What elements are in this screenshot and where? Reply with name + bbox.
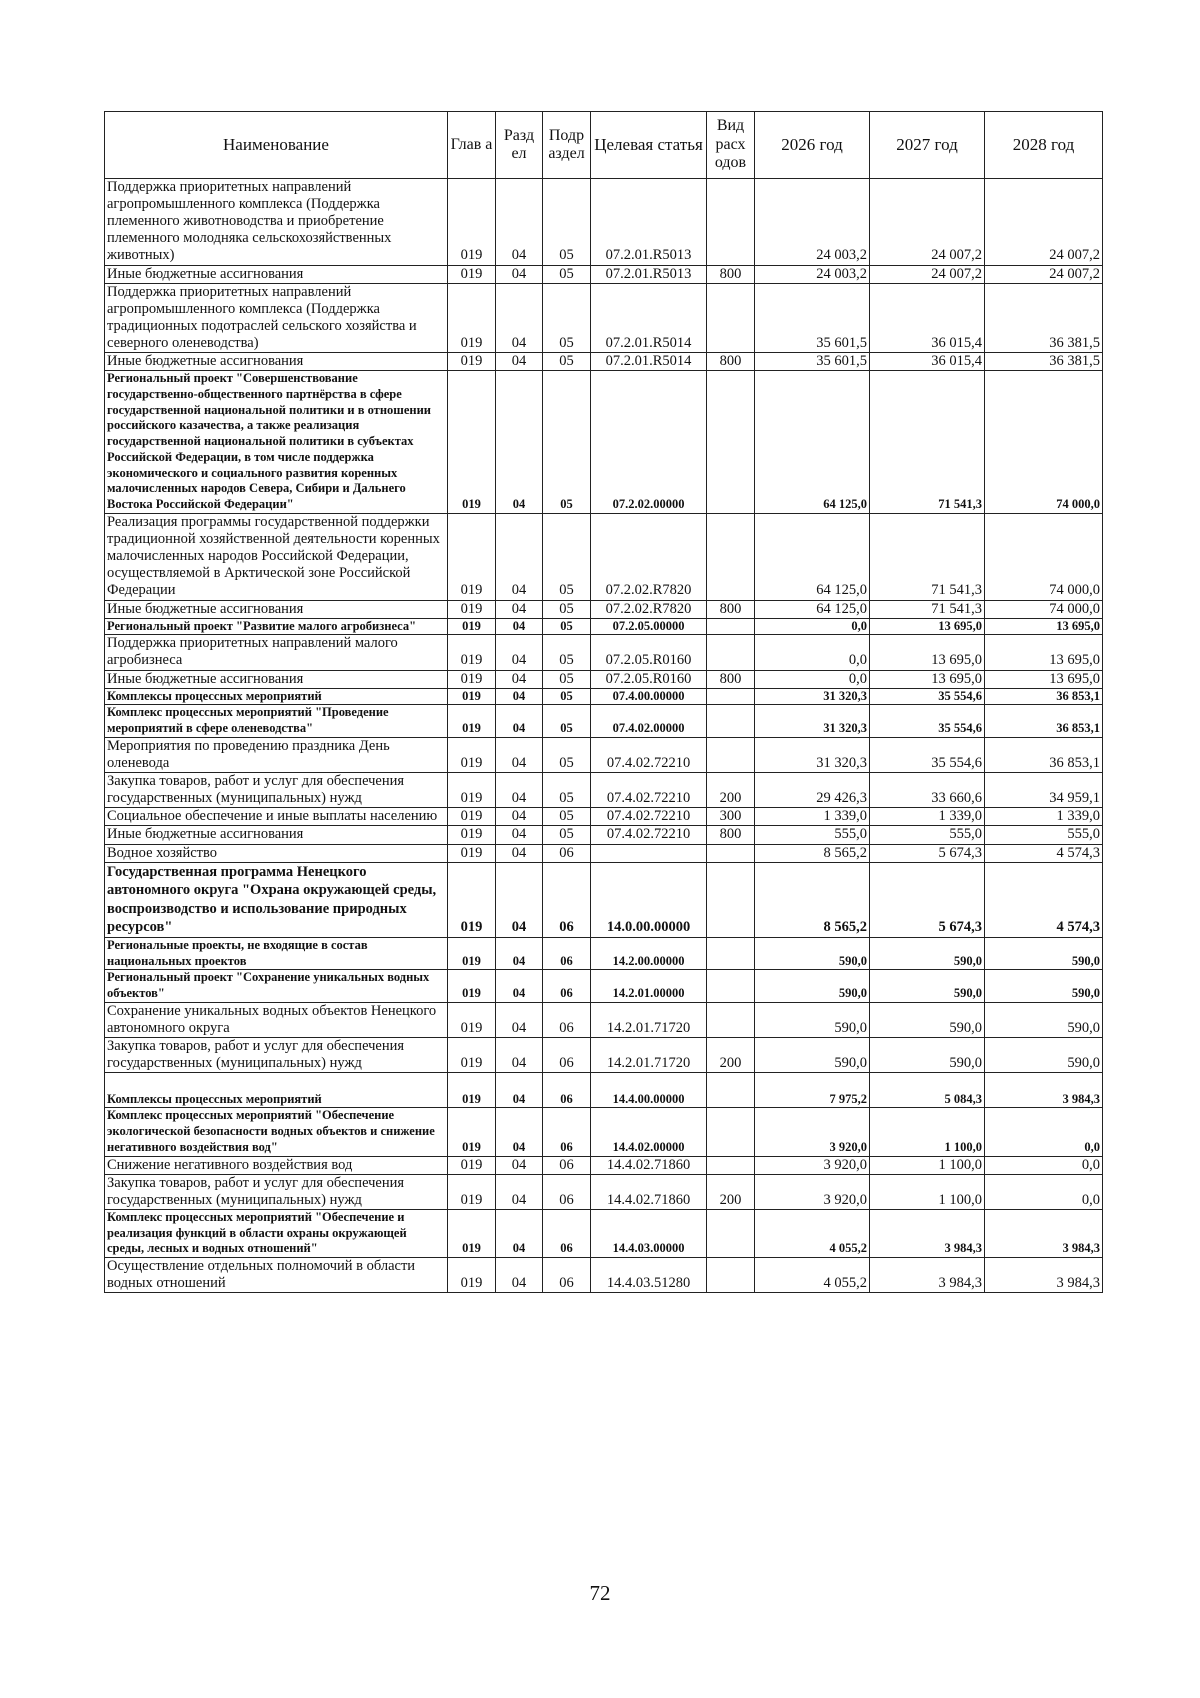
cell-podrazdel: 06 bbox=[543, 970, 591, 1003]
cell-2027: 5 084,3 bbox=[870, 1073, 985, 1108]
cell-razdel: 04 bbox=[496, 635, 543, 670]
table-row bbox=[105, 353, 1103, 371]
cell-razdel: 04 bbox=[496, 705, 543, 738]
table-row bbox=[105, 1174, 1103, 1209]
cell-razdel: 04 bbox=[496, 513, 543, 600]
table-row bbox=[105, 670, 1103, 688]
cell-2028: 24 007,2 bbox=[985, 179, 1103, 266]
cell-razdel: 04 bbox=[496, 688, 543, 705]
cell-2027: 13 695,0 bbox=[870, 635, 985, 670]
cell-2026: 64 125,0 bbox=[755, 513, 870, 600]
cell-2028: 0,0 bbox=[985, 1108, 1103, 1156]
cell-razdel: 04 bbox=[496, 353, 543, 371]
cell-podrazdel: 06 bbox=[543, 1038, 591, 1073]
cell-name: Комплекс процессных мероприятий "Обеспечение и реализация функций в области охраны окружающей среды, лесных и водных отношений" bbox=[105, 1209, 448, 1257]
cell-2026: 590,0 bbox=[755, 937, 870, 970]
cell-statya: 14.4.02.71860 bbox=[591, 1174, 707, 1209]
table-row bbox=[105, 618, 1103, 635]
cell-2026: 31 320,3 bbox=[755, 688, 870, 705]
cell-2026: 1 339,0 bbox=[755, 808, 870, 826]
cell-name: Региональный проект "Развитие малого агробизнеса" bbox=[105, 618, 448, 635]
cell-glava: 019 bbox=[448, 1108, 496, 1156]
table-row bbox=[105, 1002, 1103, 1037]
cell-name: Иные бюджетные ассигнования bbox=[105, 265, 448, 283]
cell-glava: 019 bbox=[448, 1174, 496, 1209]
cell-razdel: 04 bbox=[496, 1038, 543, 1073]
cell-statya: 14.2.01.71720 bbox=[591, 1038, 707, 1073]
cell-2027: 36 015,4 bbox=[870, 283, 985, 352]
cell-name: Иные бюджетные ассигнования bbox=[105, 353, 448, 371]
cell-statya: 14.4.02.71860 bbox=[591, 1156, 707, 1174]
cell-2028: 555,0 bbox=[985, 826, 1103, 844]
cell-podrazdel: 05 bbox=[543, 826, 591, 844]
cell-vid bbox=[707, 283, 755, 352]
cell-vid: 200 bbox=[707, 1174, 755, 1209]
cell-statya: 14.2.01.71720 bbox=[591, 1002, 707, 1037]
cell-name: Водное хозяйство bbox=[105, 844, 448, 862]
cell-glava: 019 bbox=[448, 844, 496, 862]
cell-podrazdel: 06 bbox=[543, 1174, 591, 1209]
cell-glava: 019 bbox=[448, 600, 496, 618]
cell-2028: 3 984,3 bbox=[985, 1258, 1103, 1293]
cell-2028: 74 000,0 bbox=[985, 513, 1103, 600]
cell-podrazdel: 05 bbox=[543, 705, 591, 738]
cell-podrazdel: 05 bbox=[543, 513, 591, 600]
table-row bbox=[105, 513, 1103, 600]
cell-statya bbox=[591, 844, 707, 862]
cell-vid bbox=[707, 705, 755, 738]
cell-2027: 5 674,3 bbox=[870, 862, 985, 937]
cell-name: Региональные проекты, не входящие в состав национальных проектов bbox=[105, 937, 448, 970]
cell-2026: 4 055,2 bbox=[755, 1258, 870, 1293]
cell-glava: 019 bbox=[448, 670, 496, 688]
table-row bbox=[105, 826, 1103, 844]
cell-razdel: 04 bbox=[496, 618, 543, 635]
cell-name: Иные бюджетные ассигнования bbox=[105, 826, 448, 844]
cell-vid bbox=[707, 371, 755, 514]
header-vid: Вид расх одов bbox=[707, 112, 755, 179]
cell-vid bbox=[707, 1002, 755, 1037]
cell-2028: 36 853,1 bbox=[985, 688, 1103, 705]
cell-2026: 590,0 bbox=[755, 1002, 870, 1037]
cell-glava: 019 bbox=[448, 513, 496, 600]
table-row bbox=[105, 705, 1103, 738]
cell-glava: 019 bbox=[448, 635, 496, 670]
cell-razdel: 04 bbox=[496, 1156, 543, 1174]
cell-2028: 590,0 bbox=[985, 970, 1103, 1003]
table-row bbox=[105, 862, 1103, 937]
cell-2028: 3 984,3 bbox=[985, 1209, 1103, 1257]
cell-vid bbox=[707, 618, 755, 635]
cell-name: Осуществление отдельных полномочий в области водных отношений bbox=[105, 1258, 448, 1293]
cell-glava: 019 bbox=[448, 179, 496, 266]
cell-name: Комплекс процессных мероприятий "Обеспечение экологической безопасности водных объектов и снижение негативного воздействия вод" bbox=[105, 1108, 448, 1156]
cell-name: Государственная программа Ненецкого автономного округа "Охрана окружающей среды, воспроизводство и использование природных ресурсов" bbox=[105, 862, 448, 937]
cell-name: Комплекс процессных мероприятий "Проведение мероприятий в сфере оленеводства" bbox=[105, 705, 448, 738]
cell-vid bbox=[707, 1258, 755, 1293]
cell-glava: 019 bbox=[448, 862, 496, 937]
table-row bbox=[105, 773, 1103, 808]
cell-2027: 590,0 bbox=[870, 1002, 985, 1037]
header-2026: 2026 год bbox=[755, 112, 870, 179]
cell-statya: 07.4.00.00000 bbox=[591, 688, 707, 705]
cell-2028: 36 853,1 bbox=[985, 737, 1103, 772]
cell-podrazdel: 06 bbox=[543, 862, 591, 937]
cell-podrazdel: 05 bbox=[543, 635, 591, 670]
cell-statya: 07.2.02.00000 bbox=[591, 371, 707, 514]
cell-2026: 0,0 bbox=[755, 670, 870, 688]
cell-2026: 590,0 bbox=[755, 970, 870, 1003]
cell-vid bbox=[707, 844, 755, 862]
cell-vid bbox=[707, 1156, 755, 1174]
cell-vid: 800 bbox=[707, 600, 755, 618]
cell-razdel: 04 bbox=[496, 844, 543, 862]
cell-podrazdel: 05 bbox=[543, 371, 591, 514]
cell-vid bbox=[707, 862, 755, 937]
table-row bbox=[105, 371, 1103, 514]
cell-podrazdel: 05 bbox=[543, 265, 591, 283]
cell-2028: 4 574,3 bbox=[985, 862, 1103, 937]
cell-2028: 0,0 bbox=[985, 1156, 1103, 1174]
cell-2026: 590,0 bbox=[755, 1038, 870, 1073]
cell-razdel: 04 bbox=[496, 283, 543, 352]
cell-vid bbox=[707, 737, 755, 772]
cell-podrazdel: 05 bbox=[543, 179, 591, 266]
cell-vid: 300 bbox=[707, 808, 755, 826]
cell-razdel: 04 bbox=[496, 862, 543, 937]
cell-name: Поддержка приоритетных направлений агропромышленного комплекса (Поддержка традиционных подотраслей сельского хозяйства и северного оленеводства) bbox=[105, 283, 448, 352]
cell-vid bbox=[707, 970, 755, 1003]
cell-statya: 07.2.01.R5014 bbox=[591, 283, 707, 352]
cell-razdel: 04 bbox=[496, 1108, 543, 1156]
cell-2028: 3 984,3 bbox=[985, 1073, 1103, 1108]
cell-statya: 07.4.02.72210 bbox=[591, 826, 707, 844]
cell-2028: 0,0 bbox=[985, 1174, 1103, 1209]
cell-2026: 8 565,2 bbox=[755, 844, 870, 862]
cell-2027: 35 554,6 bbox=[870, 737, 985, 772]
cell-glava: 019 bbox=[448, 937, 496, 970]
cell-2026: 31 320,3 bbox=[755, 705, 870, 738]
cell-name: Сохранение уникальных водных объектов Ненецкого автономного округа bbox=[105, 1002, 448, 1037]
cell-vid bbox=[707, 179, 755, 266]
cell-2027: 590,0 bbox=[870, 937, 985, 970]
cell-name: Закупка товаров, работ и услуг для обеспечения государственных (муниципальных) нужд bbox=[105, 773, 448, 808]
cell-2026: 8 565,2 bbox=[755, 862, 870, 937]
table-row bbox=[105, 635, 1103, 670]
cell-razdel: 04 bbox=[496, 808, 543, 826]
cell-2028: 36 853,1 bbox=[985, 705, 1103, 738]
cell-2027: 590,0 bbox=[870, 1038, 985, 1073]
cell-2027: 35 554,6 bbox=[870, 688, 985, 705]
table-row bbox=[105, 1156, 1103, 1174]
cell-2027: 71 541,3 bbox=[870, 513, 985, 600]
cell-razdel: 04 bbox=[496, 265, 543, 283]
cell-2027: 590,0 bbox=[870, 970, 985, 1003]
cell-2026: 0,0 bbox=[755, 618, 870, 635]
cell-razdel: 04 bbox=[496, 371, 543, 514]
cell-glava: 019 bbox=[448, 688, 496, 705]
cell-statya: 07.2.01.R5013 bbox=[591, 179, 707, 266]
cell-2027: 24 007,2 bbox=[870, 265, 985, 283]
cell-podrazdel: 06 bbox=[543, 937, 591, 970]
cell-statya: 07.2.05.00000 bbox=[591, 618, 707, 635]
header-razdel: Разд ел bbox=[496, 112, 543, 179]
cell-2028: 36 381,5 bbox=[985, 353, 1103, 371]
cell-statya: 14.0.00.00000 bbox=[591, 862, 707, 937]
cell-2027: 1 100,0 bbox=[870, 1156, 985, 1174]
cell-razdel: 04 bbox=[496, 970, 543, 1003]
cell-2027: 5 674,3 bbox=[870, 844, 985, 862]
cell-statya: 14.2.01.00000 bbox=[591, 970, 707, 1003]
cell-glava: 019 bbox=[448, 283, 496, 352]
cell-2028: 34 959,1 bbox=[985, 773, 1103, 808]
cell-glava: 019 bbox=[448, 970, 496, 1003]
cell-2026: 7 975,2 bbox=[755, 1073, 870, 1108]
cell-2028: 590,0 bbox=[985, 937, 1103, 970]
cell-glava: 019 bbox=[448, 353, 496, 371]
cell-glava: 019 bbox=[448, 371, 496, 514]
cell-2028: 13 695,0 bbox=[985, 670, 1103, 688]
header-2027: 2027 год bbox=[870, 112, 985, 179]
cell-glava: 019 bbox=[448, 1038, 496, 1073]
table-row bbox=[105, 265, 1103, 283]
cell-2027: 35 554,6 bbox=[870, 705, 985, 738]
cell-glava: 019 bbox=[448, 1002, 496, 1037]
cell-glava: 019 bbox=[448, 1073, 496, 1108]
page-number: 72 bbox=[589, 1581, 611, 1605]
cell-2027: 36 015,4 bbox=[870, 353, 985, 371]
cell-2026: 64 125,0 bbox=[755, 600, 870, 618]
cell-vid bbox=[707, 1209, 755, 1257]
cell-glava: 019 bbox=[448, 1258, 496, 1293]
cell-razdel: 04 bbox=[496, 1002, 543, 1037]
cell-name: Иные бюджетные ассигнования bbox=[105, 600, 448, 618]
budget-table bbox=[104, 111, 1103, 1293]
cell-podrazdel: 06 bbox=[543, 1108, 591, 1156]
table-row bbox=[105, 1209, 1103, 1257]
cell-glava: 019 bbox=[448, 265, 496, 283]
cell-razdel: 04 bbox=[496, 1174, 543, 1209]
cell-2027: 1 100,0 bbox=[870, 1108, 985, 1156]
cell-podrazdel: 05 bbox=[543, 688, 591, 705]
cell-2027: 3 984,3 bbox=[870, 1258, 985, 1293]
cell-vid: 800 bbox=[707, 670, 755, 688]
table-row bbox=[105, 283, 1103, 352]
header-statya: Целевая статья bbox=[591, 112, 707, 179]
cell-razdel: 04 bbox=[496, 1073, 543, 1108]
cell-statya: 07.2.02.R7820 bbox=[591, 513, 707, 600]
cell-podrazdel: 06 bbox=[543, 1002, 591, 1037]
cell-statya: 07.4.02.00000 bbox=[591, 705, 707, 738]
cell-2027: 24 007,2 bbox=[870, 179, 985, 266]
cell-razdel: 04 bbox=[496, 826, 543, 844]
cell-name: Снижение негативного воздействия вод bbox=[105, 1156, 448, 1174]
table-row bbox=[105, 808, 1103, 826]
cell-glava: 019 bbox=[448, 808, 496, 826]
header-podrazdel: Подр аздел bbox=[543, 112, 591, 179]
cell-glava: 019 bbox=[448, 773, 496, 808]
cell-glava: 019 bbox=[448, 1156, 496, 1174]
cell-glava: 019 bbox=[448, 1209, 496, 1257]
cell-podrazdel: 05 bbox=[543, 737, 591, 772]
cell-name: Поддержка приоритетных направлений агропромышленного комплекса (Поддержка племенного животноводства и приобретение племенного молодняка сельскохозяйственных животных) bbox=[105, 179, 448, 266]
cell-vid bbox=[707, 1073, 755, 1108]
cell-vid: 800 bbox=[707, 265, 755, 283]
table-row bbox=[105, 1073, 1103, 1108]
cell-2026: 31 320,3 bbox=[755, 737, 870, 772]
cell-statya: 14.4.02.00000 bbox=[591, 1108, 707, 1156]
cell-statya: 07.4.02.72210 bbox=[591, 808, 707, 826]
cell-name: Социальное обеспечение и иные выплаты населению bbox=[105, 808, 448, 826]
table-row bbox=[105, 179, 1103, 266]
cell-vid bbox=[707, 1108, 755, 1156]
cell-2026: 555,0 bbox=[755, 826, 870, 844]
table-row bbox=[105, 600, 1103, 618]
cell-statya: 14.2.00.00000 bbox=[591, 937, 707, 970]
cell-2027: 13 695,0 bbox=[870, 618, 985, 635]
table-row bbox=[105, 1258, 1103, 1293]
cell-vid bbox=[707, 635, 755, 670]
cell-name: Закупка товаров, работ и услуг для обеспечения государственных (муниципальных) нужд bbox=[105, 1174, 448, 1209]
cell-2027: 71 541,3 bbox=[870, 371, 985, 514]
cell-2026: 29 426,3 bbox=[755, 773, 870, 808]
cell-2027: 3 984,3 bbox=[870, 1209, 985, 1257]
cell-statya: 07.4.02.72210 bbox=[591, 773, 707, 808]
table-row bbox=[105, 970, 1103, 1003]
table-body bbox=[105, 179, 1103, 1293]
cell-name: Иные бюджетные ассигнования bbox=[105, 670, 448, 688]
cell-vid bbox=[707, 937, 755, 970]
cell-podrazdel: 06 bbox=[543, 1209, 591, 1257]
cell-2026: 3 920,0 bbox=[755, 1156, 870, 1174]
cell-podrazdel: 05 bbox=[543, 600, 591, 618]
cell-2028: 590,0 bbox=[985, 1002, 1103, 1037]
cell-2026: 24 003,2 bbox=[755, 265, 870, 283]
header-name: Наименование bbox=[105, 112, 448, 179]
cell-2026: 3 920,0 bbox=[755, 1174, 870, 1209]
cell-razdel: 04 bbox=[496, 1209, 543, 1257]
cell-statya: 14.4.03.51280 bbox=[591, 1258, 707, 1293]
cell-vid: 200 bbox=[707, 1038, 755, 1073]
cell-glava: 019 bbox=[448, 705, 496, 738]
cell-glava: 019 bbox=[448, 737, 496, 772]
cell-2027: 555,0 bbox=[870, 826, 985, 844]
cell-2027: 71 541,3 bbox=[870, 600, 985, 618]
cell-razdel: 04 bbox=[496, 773, 543, 808]
header-2028: 2028 год bbox=[985, 112, 1103, 179]
cell-razdel: 04 bbox=[496, 600, 543, 618]
cell-vid: 200 bbox=[707, 773, 755, 808]
cell-2028: 4 574,3 bbox=[985, 844, 1103, 862]
cell-2027: 33 660,6 bbox=[870, 773, 985, 808]
table-row bbox=[105, 1108, 1103, 1156]
cell-name: Мероприятия по проведению праздника День оленевода bbox=[105, 737, 448, 772]
cell-vid: 800 bbox=[707, 353, 755, 371]
cell-2028: 36 381,5 bbox=[985, 283, 1103, 352]
cell-podrazdel: 06 bbox=[543, 1258, 591, 1293]
table-row bbox=[105, 937, 1103, 970]
cell-statya: 14.4.03.00000 bbox=[591, 1209, 707, 1257]
cell-2026: 0,0 bbox=[755, 635, 870, 670]
header-row bbox=[105, 112, 1103, 179]
cell-podrazdel: 06 bbox=[543, 844, 591, 862]
cell-2028: 24 007,2 bbox=[985, 265, 1103, 283]
cell-2027: 13 695,0 bbox=[870, 670, 985, 688]
cell-statya: 07.2.02.R7820 bbox=[591, 600, 707, 618]
cell-2026: 35 601,5 bbox=[755, 283, 870, 352]
cell-2028: 1 339,0 bbox=[985, 808, 1103, 826]
cell-name: Закупка товаров, работ и услуг для обеспечения государственных (муниципальных) нужд bbox=[105, 1038, 448, 1073]
cell-2028: 13 695,0 bbox=[985, 635, 1103, 670]
cell-razdel: 04 bbox=[496, 179, 543, 266]
cell-name: Комплексы процессных мероприятий bbox=[105, 1073, 448, 1108]
cell-razdel: 04 bbox=[496, 1258, 543, 1293]
cell-podrazdel: 05 bbox=[543, 618, 591, 635]
cell-statya: 07.2.01.R5014 bbox=[591, 353, 707, 371]
cell-2027: 1 339,0 bbox=[870, 808, 985, 826]
cell-vid bbox=[707, 688, 755, 705]
cell-statya: 07.4.02.72210 bbox=[591, 737, 707, 772]
table-row bbox=[105, 844, 1103, 862]
table-row bbox=[105, 737, 1103, 772]
cell-razdel: 04 bbox=[496, 937, 543, 970]
cell-razdel: 04 bbox=[496, 737, 543, 772]
cell-2026: 35 601,5 bbox=[755, 353, 870, 371]
table-row bbox=[105, 1038, 1103, 1073]
cell-statya: 07.2.05.R0160 bbox=[591, 635, 707, 670]
cell-podrazdel: 05 bbox=[543, 773, 591, 808]
cell-podrazdel: 05 bbox=[543, 283, 591, 352]
cell-2028: 13 695,0 bbox=[985, 618, 1103, 635]
cell-name: Региональный проект "Сохранение уникальных водных объектов" bbox=[105, 970, 448, 1003]
cell-2028: 74 000,0 bbox=[985, 600, 1103, 618]
cell-vid: 800 bbox=[707, 826, 755, 844]
cell-statya: 07.2.01.R5013 bbox=[591, 265, 707, 283]
cell-2026: 3 920,0 bbox=[755, 1108, 870, 1156]
cell-2027: 1 100,0 bbox=[870, 1174, 985, 1209]
cell-2028: 74 000,0 bbox=[985, 371, 1103, 514]
cell-2028: 590,0 bbox=[985, 1038, 1103, 1073]
cell-razdel: 04 bbox=[496, 670, 543, 688]
cell-2026: 24 003,2 bbox=[755, 179, 870, 266]
cell-statya: 14.4.00.00000 bbox=[591, 1073, 707, 1108]
cell-name: Региональный проект "Совершенствование государственно-общественного партнёрства в сфере государственной национальной политики и в отношении российского казачества, а также реализация государственной национальной политики в субъектах Российской Федерации, в том числе поддержка экономического и социального развития коренных малочисленных народов Севера, Сибири и Дальнего Востока Российской Федерации" bbox=[105, 371, 448, 514]
cell-podrazdel: 05 bbox=[543, 808, 591, 826]
cell-2026: 64 125,0 bbox=[755, 371, 870, 514]
cell-name: Реализация программы государственной поддержки традиционной хозяйственной деятельности коренных малочисленных народов Российской Федерации, осуществляемой в Арктической зоне Российской Федерации bbox=[105, 513, 448, 600]
cell-name: Поддержка приоритетных направлений малого агробизнеса bbox=[105, 635, 448, 670]
cell-podrazdel: 06 bbox=[543, 1073, 591, 1108]
cell-glava: 019 bbox=[448, 618, 496, 635]
cell-2026: 4 055,2 bbox=[755, 1209, 870, 1257]
cell-podrazdel: 05 bbox=[543, 353, 591, 371]
cell-glava: 019 bbox=[448, 826, 496, 844]
table-row bbox=[105, 688, 1103, 705]
cell-podrazdel: 06 bbox=[543, 1156, 591, 1174]
cell-vid bbox=[707, 513, 755, 600]
header-glava: Глав а bbox=[448, 112, 496, 179]
cell-name: Комплексы процессных мероприятий bbox=[105, 688, 448, 705]
cell-podrazdel: 05 bbox=[543, 670, 591, 688]
table-header bbox=[105, 112, 1103, 179]
cell-statya: 07.2.05.R0160 bbox=[591, 670, 707, 688]
